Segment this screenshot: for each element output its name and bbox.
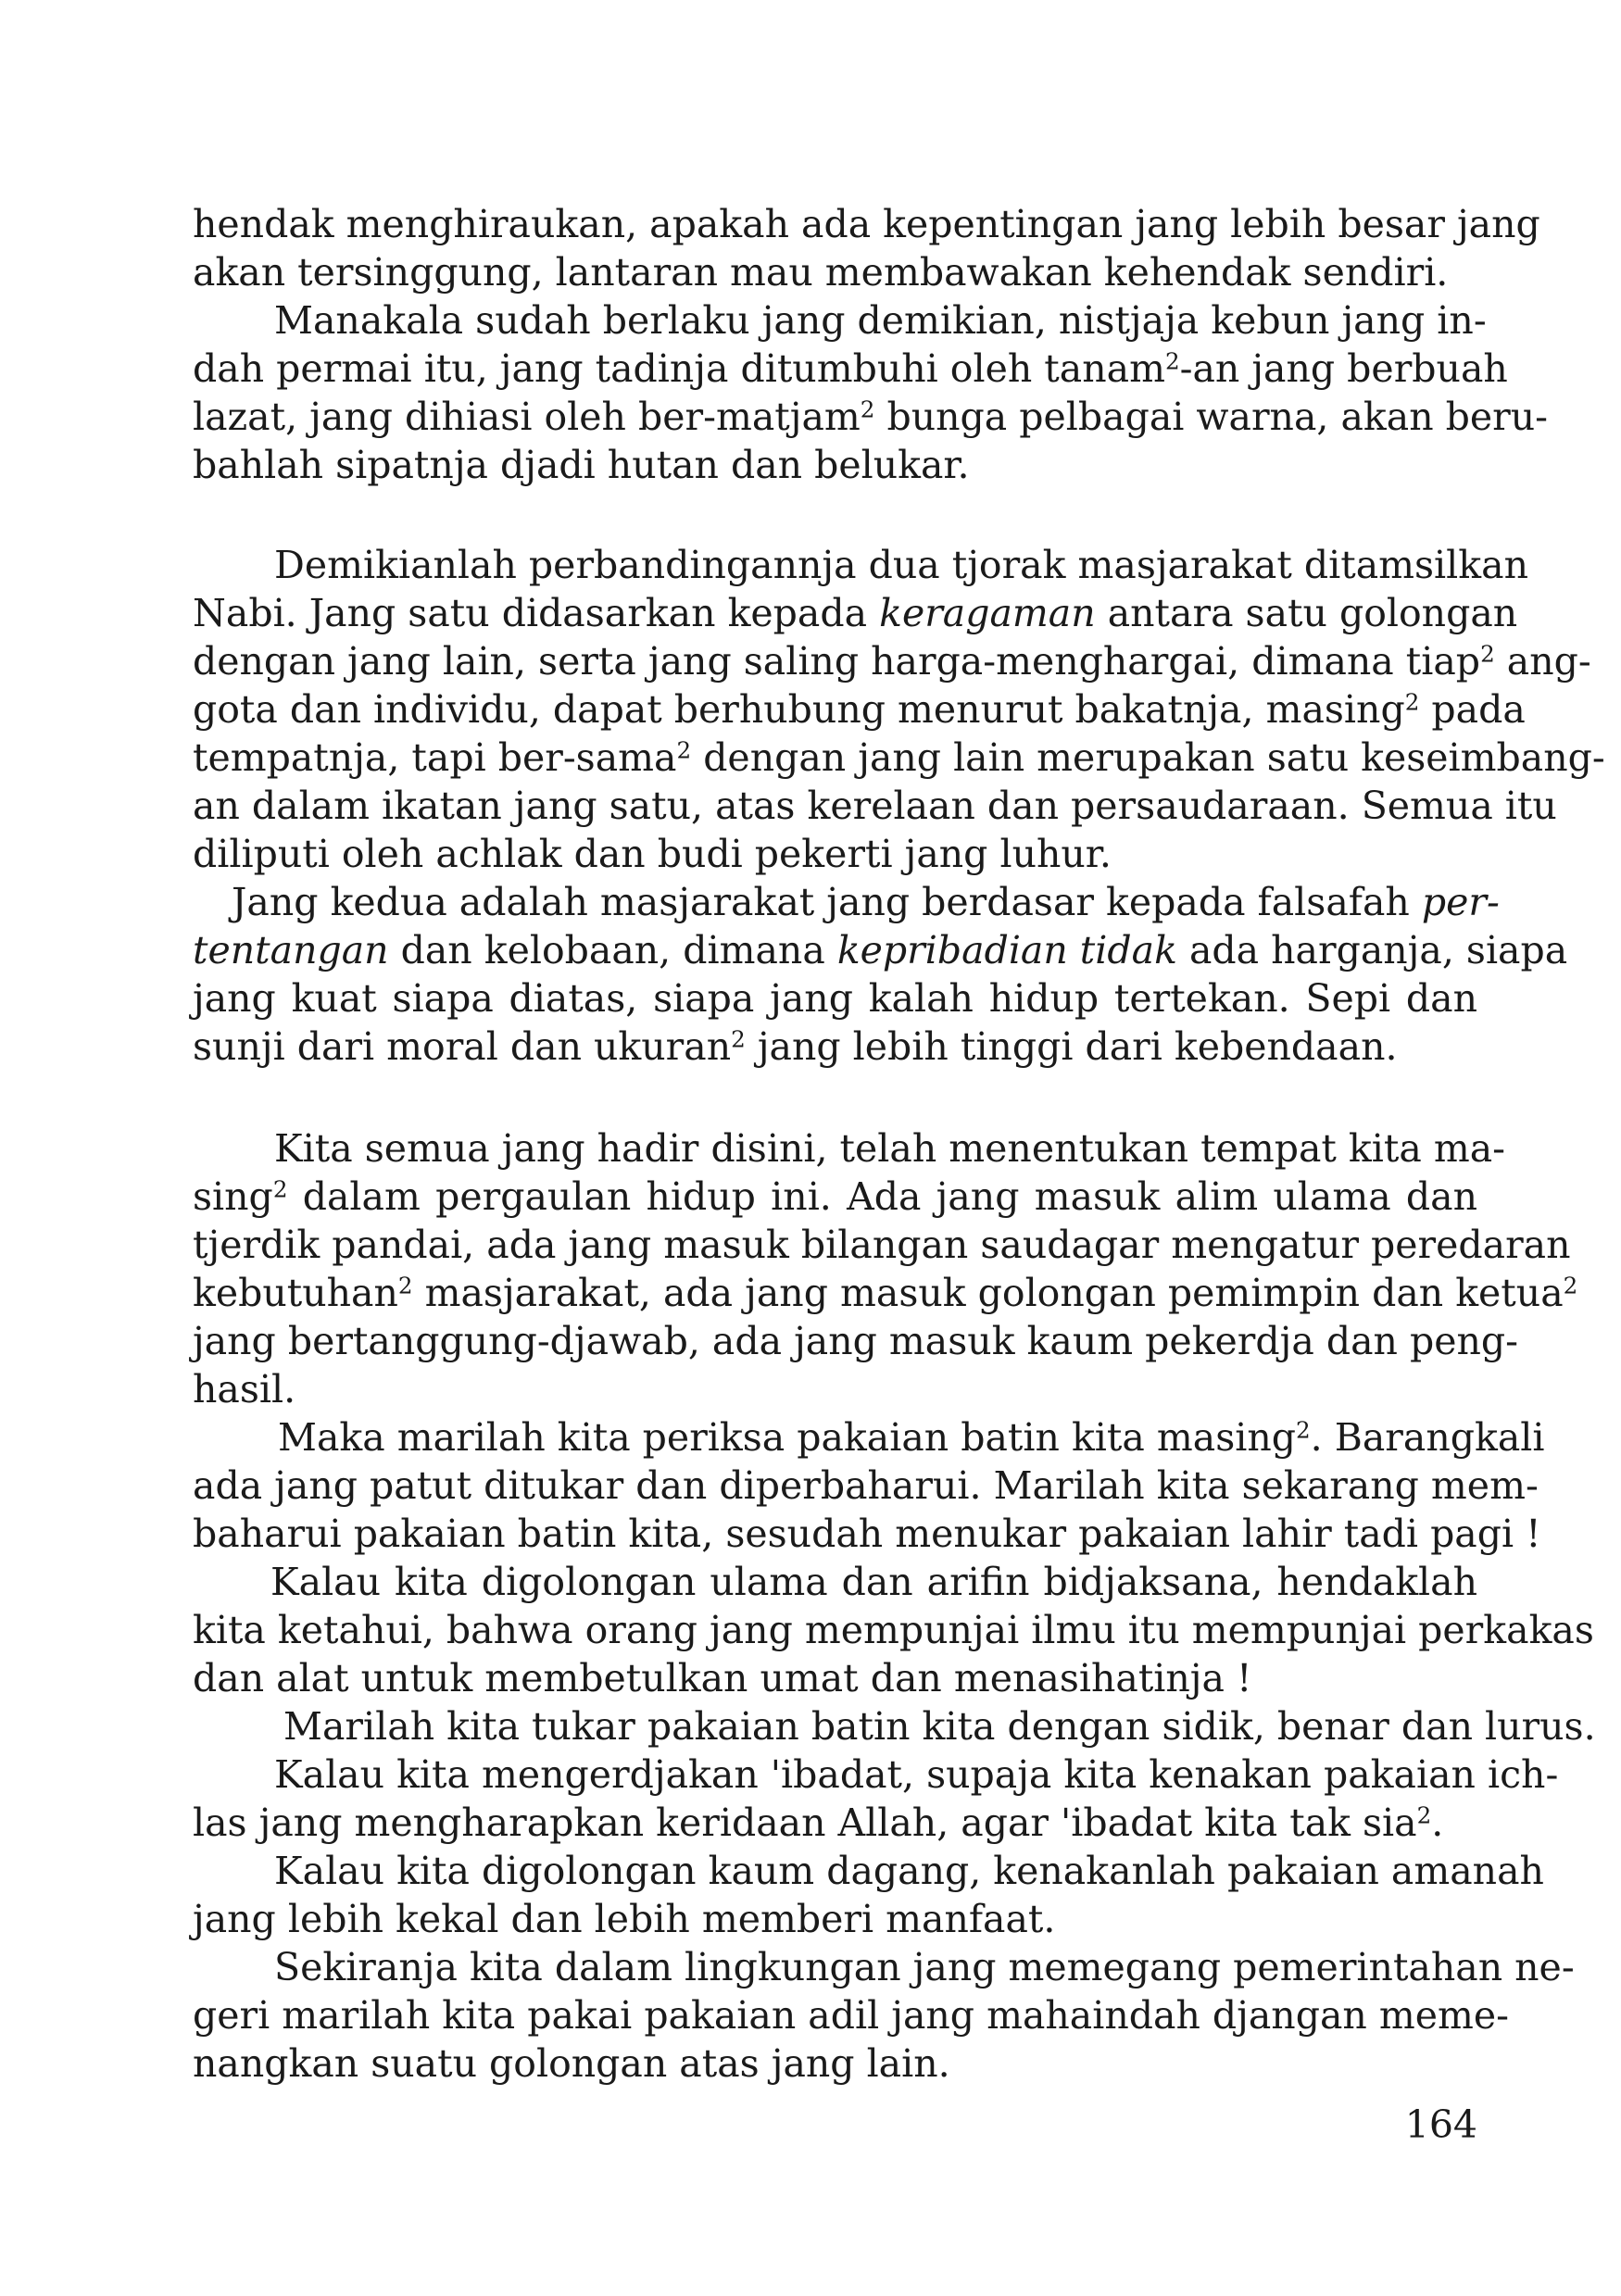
text-line: Marilah kita tukar pakaian batin kita dengan sidik, benar dan lurus.: [283, 1704, 1596, 1749]
text-line: jang bertanggung-djawab, ada jang masuk kaum pekerdja dan peng-: [193, 1319, 1518, 1363]
text-line: hendak menghiraukan, apakah ada kepentingan jang lebih besar jang: [193, 202, 1540, 246]
text-line: an dalam ikatan jang satu, atas kerelaan dan persaudaraan. Semua itu: [193, 784, 1557, 828]
text-line: dan alat untuk membetulkan umat dan menasihatinja !: [193, 1656, 1252, 1700]
text-line: Demikianlah perbandingannja dua tjorak masjarakat ditamsilkan: [274, 543, 1528, 587]
page-number: 164: [1404, 2102, 1477, 2147]
text-line: Kalau kita digolongan ulama dan arifin bidjaksana, hendaklah: [270, 1560, 1477, 1604]
text-line: Sekiranja kita dalam lingkungan jang memegang pemerintahan ne-: [274, 1945, 1575, 1989]
text-line: sing$^2$ dalam pergaulan hidup ini. Ada jang masuk alim ulama dan: [193, 1174, 1477, 1219]
text-line: dengan jang lain, serta jang saling harga-menghargai, dimana tiap$^2$ ang-: [193, 639, 1591, 684]
text-line: Jang kedua adalah masjarakat jang berdasar kepada falsafah per-: [232, 880, 1500, 924]
text-line: Kalau kita digolongan kaum dagang, kenakanlah pakaian amanah: [274, 1849, 1544, 1893]
text-line: geri marilah kita pakai pakaian adil jang mahaindah djangan meme-: [193, 1993, 1509, 2038]
text-line: diliputi oleh achlak dan budi pekerti jang luhur.: [193, 832, 1112, 876]
text-line: Maka marilah kita periksa pakaian batin kita masing$^2$. Barangkali: [278, 1415, 1545, 1460]
text-line: lazat, jang dihiasi oleh ber-matjam$^2$ bunga pelbagai warna, akan beru-: [193, 395, 1549, 439]
text-line: Nabi. Jang satu didasarkan kepada keragaman antara satu golongan: [193, 591, 1518, 635]
text-line: tjerdik pandai, ada jang masuk bilangan saudagar mengatur peredaran: [193, 1223, 1571, 1267]
text-line: dah permai itu, jang tadinja ditumbuhi oleh tanam$^2$-an jang berbuah: [193, 346, 1508, 391]
text-line: bahlah sipatnja djadi hutan dan belukar.: [193, 443, 970, 487]
text-line: las jang mengharapkan keridaan Allah, agar 'ibadat kita tak sia$^2$.: [193, 1800, 1444, 1845]
text-line: baharui pakaian batin kita, sesudah menukar pakaian lahir tadi pagi !: [193, 1512, 1541, 1556]
text-line: tentangan dan kelobaan, dimana kepribadian tidak ada harganja, siapa: [193, 928, 1568, 972]
text-line: kebutuhan$^2$ masjarakat, ada jang masuk golongan pemimpin dan ketua$^2$: [193, 1271, 1578, 1315]
text-line: kita ketahui, bahwa orang jang mempunjai ilmu itu mempunjai perkakas: [193, 1608, 1594, 1652]
text-line: ada jang patut ditukar dan diperbaharui. Marilah kita sekarang mem-: [193, 1463, 1539, 1508]
text-line: jang kuat siapa diatas, siapa jang kalah hidup tertekan. Sepi dan: [193, 976, 1477, 1021]
text-line: tempatnja, tapi ber-sama$^2$ dengan jang lain merupakan satu keseimbang-: [193, 735, 1605, 780]
text-line: Manakala sudah berlaku jang demikian, nistjaja kebun jang in-: [274, 298, 1487, 343]
text-line: akan tersinggung, lantaran mau membawakan kehendak sendiri.: [193, 250, 1449, 295]
text-line: nangkan suatu golongan atas jang lain.: [193, 2041, 950, 2086]
text-line: Kita semua jang hadir disini, telah menentukan tempat kita ma-: [274, 1126, 1505, 1171]
text-line: sunji dari moral dan ukuran$^2$ jang lebih tinggi dari kebendaan.: [193, 1024, 1398, 1069]
text-line: hasil.: [193, 1367, 296, 1411]
text-line: gota dan individu, dapat berhubung menurut bakatnja, masing$^2$ pada: [193, 687, 1526, 732]
text-line: jang lebih kekal dan lebih memberi manfaat.: [193, 1897, 1056, 1941]
text-line: Kalau kita mengerdjakan 'ibadat, supaja kita kenakan pakaian ich-: [274, 1752, 1559, 1797]
